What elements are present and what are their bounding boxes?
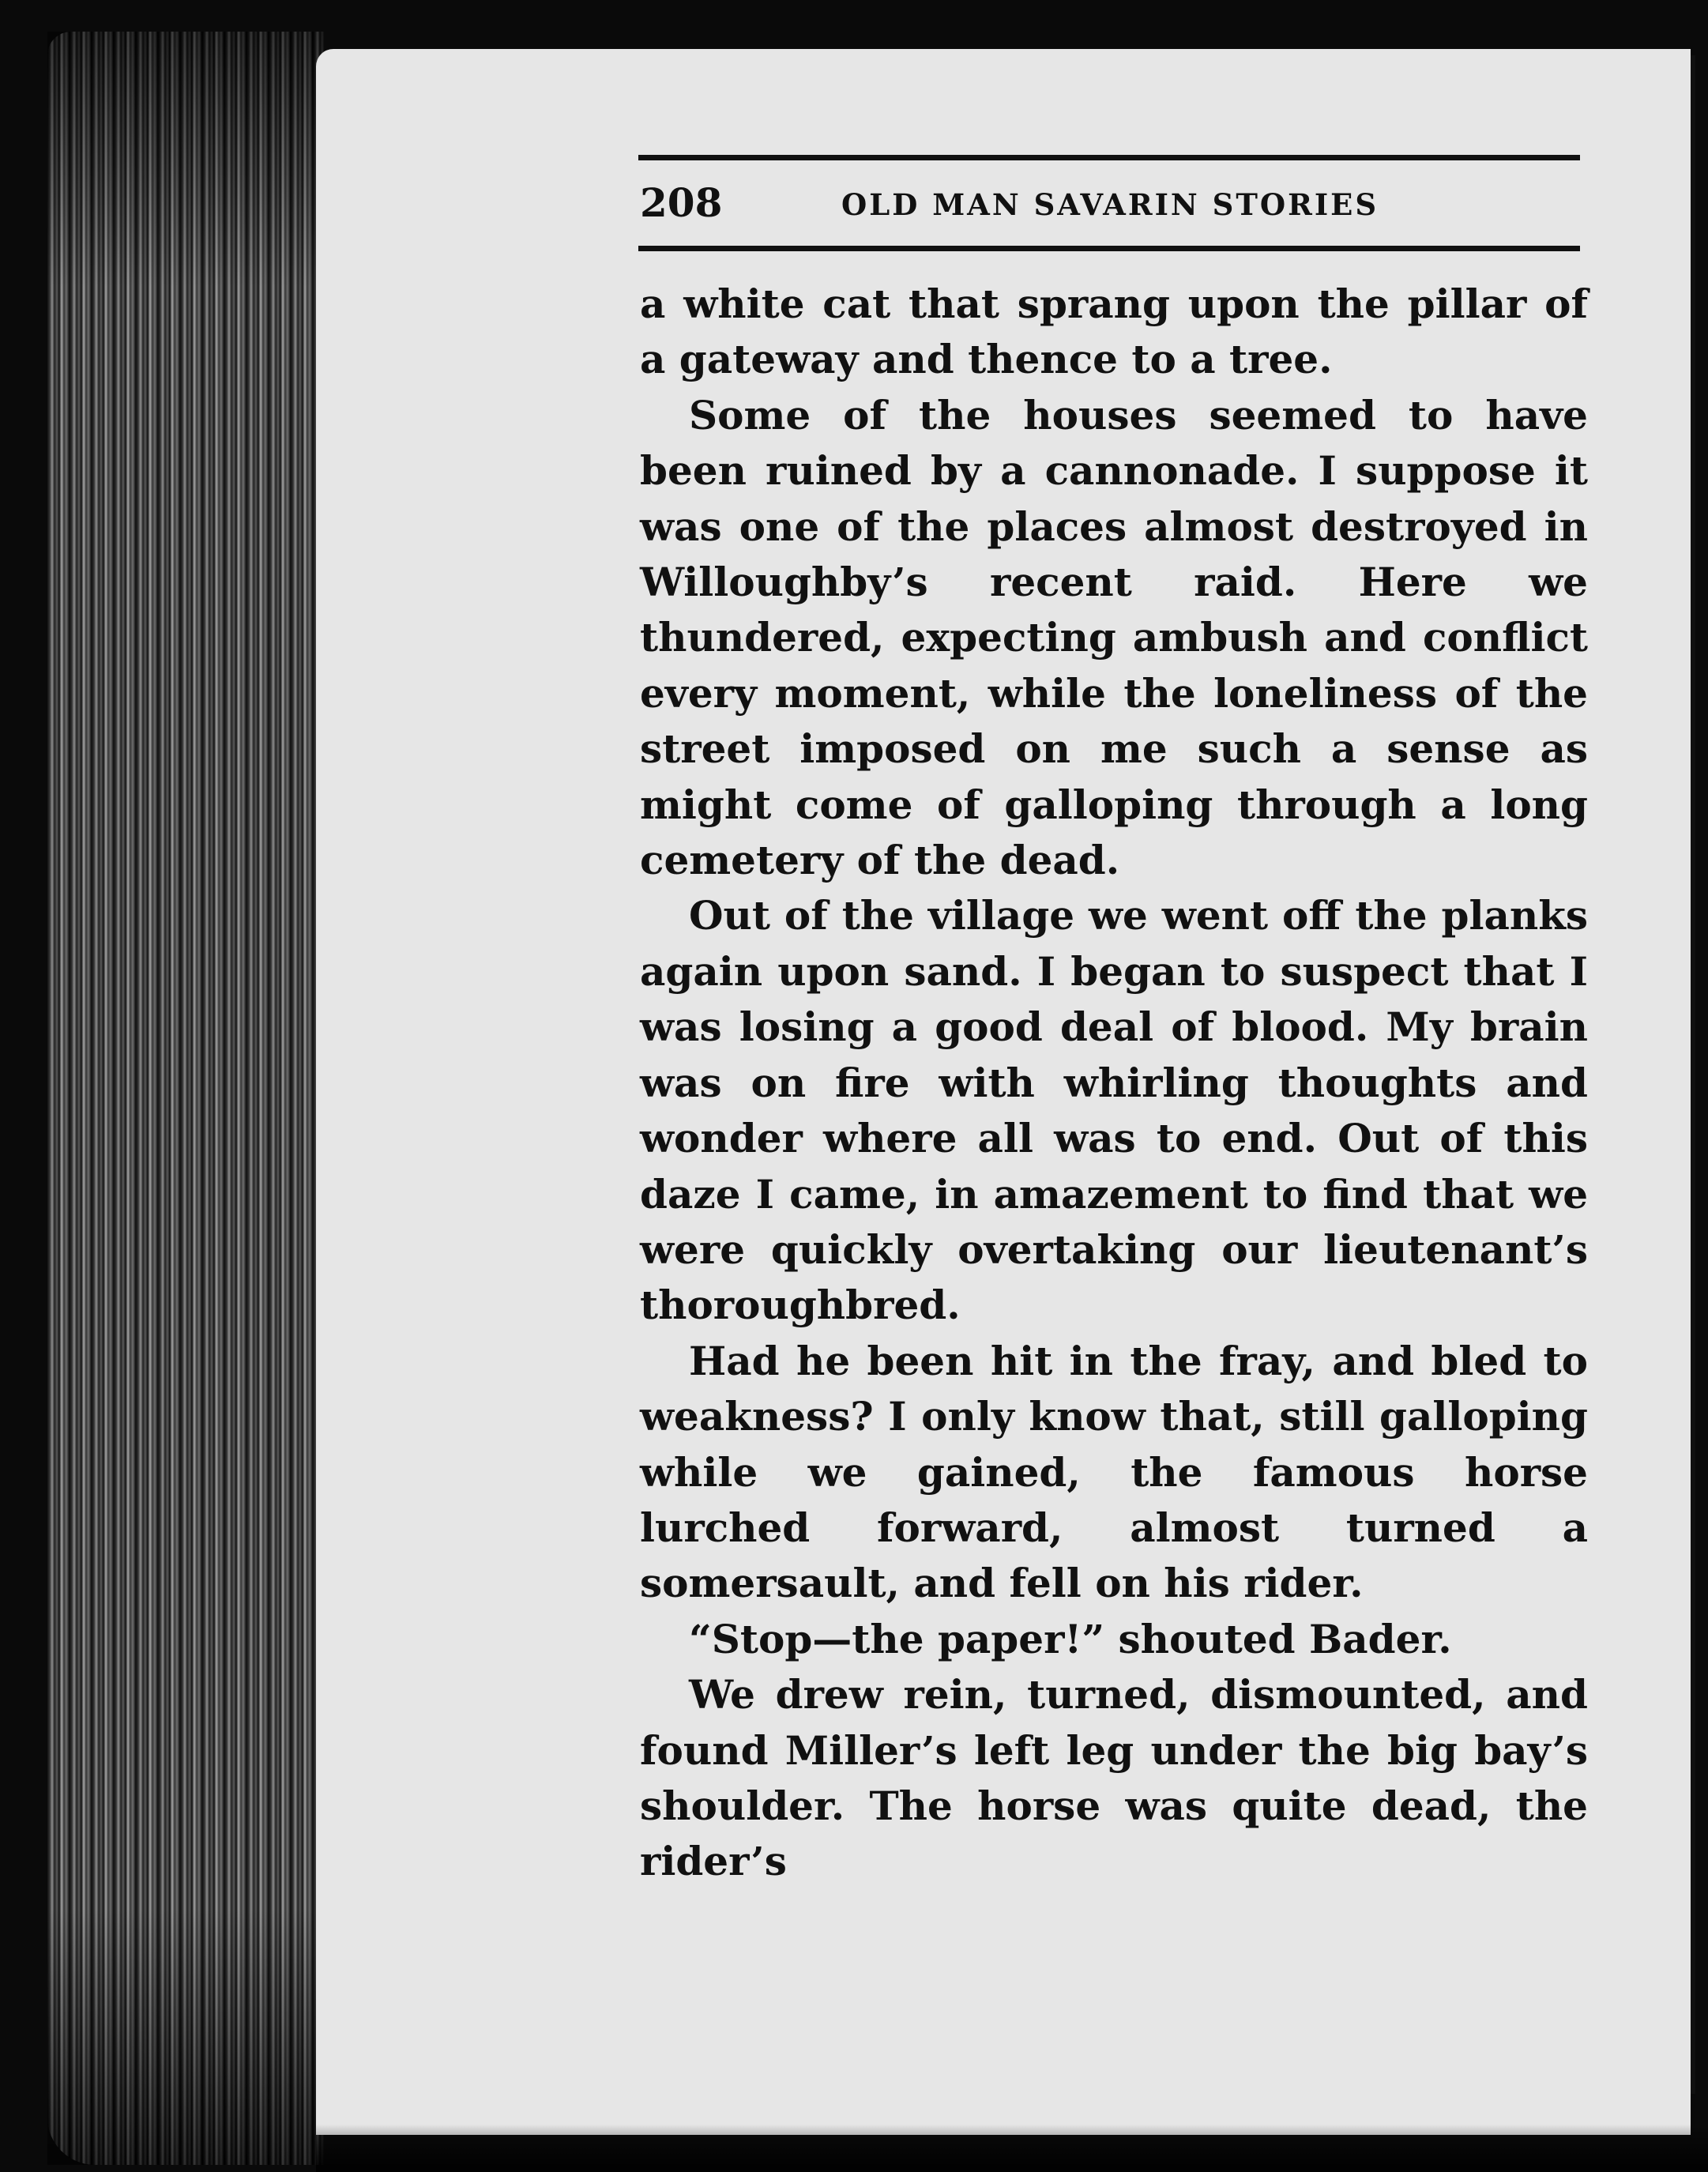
- running-header: [640, 175, 1580, 231]
- paragraph: Had he been hit in the fray, and bled to weakness? I only know that, still galloping while we gained, the famous horse lurched forward, almost turned a somersault, and fell on his rider.: [640, 1337, 1588, 1607]
- page-right-edge: [1691, 55, 1695, 2094]
- paragraph: “Stop—the paper!” shouted Bader.: [689, 1615, 1452, 1662]
- paragraph: Some of the houses seemed to have been ruined by a cannonade. I suppose it was one of the places almost destroyed in Willoughby’s recent raid. Here we thundered, expecting ambush and conflict every moment, while the loneliness of the street imposed on me such a sense as might come of galloping through a long cemetery of the dead.: [640, 391, 1588, 884]
- header-rule-bottom: [638, 246, 1580, 251]
- header-rule-top: [638, 155, 1580, 160]
- bottom-shadow: [316, 2125, 1708, 2172]
- paragraph: Out of the village we went off the planks again upon sand. I began to suspect that I was losing a good deal of blood. My brain was on fire with whirling thoughts and wonder where all was to end. Out of this daze I came, in amazement to find that we were quickly overtaking our lieutenant’s thoroughbred.: [640, 892, 1588, 1329]
- running-head-title: OLD MAN SAVARIN STORIES: [841, 187, 1379, 222]
- page-number: 208: [640, 179, 723, 226]
- paragraph: We drew rein, turned, dismounted, and found Miller’s left leg under the big bay’s shoulder. The horse was quite dead, the rider’s: [640, 1671, 1588, 1885]
- book-page-edges: [47, 32, 324, 2165]
- paragraph: a white cat that sprang upon the pillar of a gateway and thence to a tree.: [640, 280, 1588, 383]
- body-text: [640, 277, 1588, 1890]
